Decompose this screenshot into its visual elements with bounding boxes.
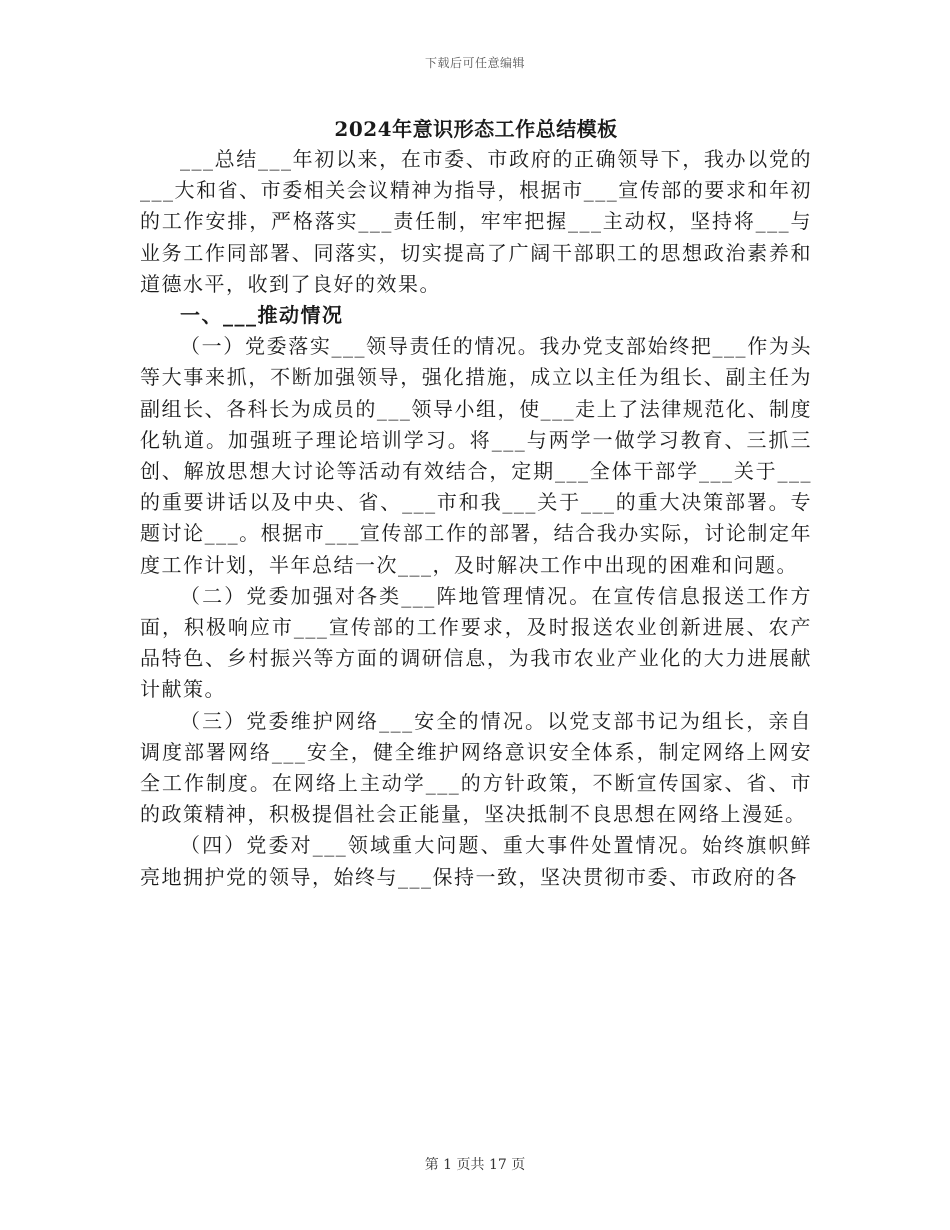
header-note: 下载后可任意编辑 [424, 56, 525, 70]
section-heading: 一、___推动情况 [180, 303, 344, 328]
paragraph-item-1: （一）党委落实___领导责任的情况。我办党支部始终把___作为头等大事来抓，不断加强领导，强化措施，成立以主任为组长、副主任为副组长、各科长为成员的___领导小组，使___走上了法律规范化、制度化轨道。加强班子理论培训学习。将___与两学一做学习教育、三抓三创、解放思想大讨论等活动有效结合，定期___全体干部学___关于___的重要讲话以及中央、省、___市和我___关于___的重大决策部署。专题讨论___。根据市___宣传部工作的部署，结合我办实际，讨论制定年度工作计划，半年总结一次___，及时解决工作中出现的困难和问题。 [140, 334, 812, 577]
intro-paragraph: ___总结___年初以来，在市委、市政府的正确领导下，我办以党的___大和省、市委相关会议精神为指导，根据市___宣传部的要求和年初的工作安排，严格落实___责任制，牢牢把握___主动权，坚持将___与业务工作同部署、同落实，切实提高了广阔干部职工的思想政治素养和道德水平，收到了良好的效果。 [140, 147, 812, 296]
page-number-footer: 第 1 页共 17 页 [424, 1157, 526, 1173]
paragraph-item-4: （四）党委对___领域重大问题、重大事件处置情况。始终旗帜鲜亮地拥护党的领导，始终与___保持一致，坚决贯彻市委、市政府的各 [140, 833, 812, 889]
paragraph-item-2: （二）党委加强对各类___阵地管理情况。在宣传信息报送工作方面，积极响应市___宣传部的工作要求，及时报送农业创新进展、农产品特色、乡村振兴等方面的调研信息，为我市农业产业化的大力进展献计献策。 [140, 583, 812, 702]
document-title: 2024年意识形态工作总结模板 [334, 117, 618, 141]
paragraph-item-3: （三）党委维护网络___安全的情况。以党支部书记为组长，亲自调度部署网络___安全，健全维护网络意识安全体系，制定网络上网安全工作制度。在网络上主动学___的方针政策，不断宣传国家、省、市的政策精神，积极提倡社会正能量，坚决抵制不良思想在网络上漫延。 [140, 708, 812, 827]
document-body [140, 114, 812, 893]
